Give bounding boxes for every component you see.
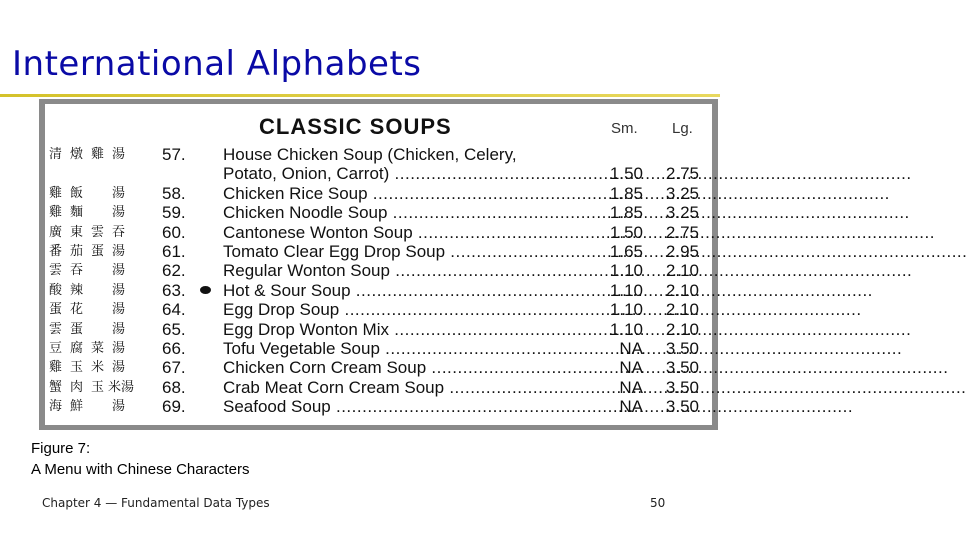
chinese-character: 吞	[69, 263, 83, 279]
item-number: 57.	[162, 145, 186, 164]
menu-item-row	[45, 378, 712, 397]
small-price: 1.85	[609, 183, 643, 203]
chinese-characters	[45, 300, 131, 319]
chinese-characters	[45, 223, 131, 242]
large-price: 3.25	[665, 203, 699, 223]
spicy-pepper-icon	[200, 286, 211, 294]
chinese-character: 麵	[69, 205, 83, 221]
large-price: 3.50	[665, 377, 699, 397]
menu-item-row	[45, 203, 712, 222]
figure-caption	[31, 438, 249, 480]
large-price: 2.10	[665, 280, 699, 300]
chinese-character: 雞	[48, 360, 62, 376]
chinese-character: 湯	[111, 360, 125, 376]
chinese-character: 雲	[48, 321, 62, 337]
slide-title: International Alphabets	[12, 44, 422, 84]
menu-item-row	[45, 358, 712, 377]
menu-item-row	[45, 281, 712, 300]
menu-item-row	[45, 145, 712, 164]
item-name: Seafood Soup .....	[223, 397, 623, 416]
chinese-character: 番	[48, 244, 62, 259]
item-number: 63.	[162, 280, 186, 300]
menu-image	[45, 104, 712, 425]
chinese-character: 辣	[69, 282, 83, 298]
chinese-character: 雞	[90, 147, 104, 162]
chinese-character: 湯	[111, 341, 125, 356]
item-number: 67.	[162, 358, 186, 378]
chinese-character: 鮮	[69, 399, 83, 415]
item-name: Regular Wonton Soup .....	[223, 261, 623, 280]
item-number: 58.	[162, 183, 186, 203]
small-price: NA	[619, 397, 643, 417]
menu-item-row	[45, 397, 712, 416]
large-price: 3.50	[665, 339, 699, 358]
menu-item-row	[45, 261, 712, 280]
large-price: 2.10	[665, 261, 699, 281]
chinese-character: 湯	[111, 205, 125, 221]
large-size-header: Lg.	[672, 120, 693, 137]
small-size-header: Sm.	[611, 120, 638, 137]
large-price: 3.25	[665, 183, 699, 203]
chinese-characters	[45, 261, 131, 280]
item-name: Chicken Rice Soup .....	[223, 184, 623, 203]
item-name: Crab Meat Corn Cream Soup .....	[223, 378, 623, 397]
item-number: 66.	[162, 339, 186, 358]
menu-item-row	[45, 223, 712, 242]
large-price: 2.75	[665, 164, 699, 184]
chinese-character: 湯	[111, 147, 125, 162]
menu-title: CLASSIC SOUPS	[259, 114, 452, 139]
chinese-character: 酸	[48, 282, 62, 298]
chinese-character: 蛋	[69, 321, 83, 337]
chinese-character: 雞	[48, 185, 62, 201]
item-name: Egg Drop Soup .....	[223, 300, 623, 319]
menu-item-row	[45, 242, 712, 261]
item-name: Cantonese Wonton Soup .....	[223, 223, 623, 242]
small-price: 1.85	[609, 203, 643, 223]
chinese-characters	[45, 281, 131, 300]
small-price: NA	[619, 358, 643, 378]
small-price: NA	[619, 377, 643, 397]
caption-description: A Menu with Chinese Characters	[31, 461, 250, 478]
chinese-characters	[45, 320, 131, 339]
chinese-character: 雲	[90, 224, 104, 240]
small-price: 1.10	[609, 280, 643, 300]
item-number: 59.	[162, 203, 186, 223]
chinese-characters	[45, 203, 131, 222]
page-number: 50	[650, 496, 666, 510]
chinese-character: 蟹	[48, 379, 62, 395]
small-price: 1.50	[609, 222, 643, 242]
chinese-character: 玉	[90, 379, 104, 395]
chinese-character: 湯	[111, 263, 125, 279]
small-price: 1.10	[609, 261, 643, 281]
item-number: 64.	[162, 300, 186, 320]
chinese-character: 湯	[111, 282, 125, 298]
item-name: House Chicken Soup (Chicken, Celery,	[223, 145, 517, 164]
menu-item-row	[45, 184, 712, 203]
menu-item-row	[45, 300, 712, 319]
item-number: 65.	[162, 319, 186, 339]
large-price: 2.10	[665, 319, 699, 339]
chinese-character: 飯	[69, 185, 83, 201]
item-name: Chicken Noodle Soup .....	[223, 203, 623, 222]
chinese-character: 茄	[69, 244, 83, 259]
chinese-character: 米湯	[108, 379, 135, 395]
chinese-character: 燉	[69, 147, 83, 162]
chinese-character: 湯	[111, 244, 125, 259]
chinese-character: 雞	[48, 205, 62, 221]
chinese-character: 湯	[111, 399, 125, 415]
item-name: Hot & Sour Soup .....	[223, 281, 623, 300]
chinese-character: 豆	[48, 341, 62, 356]
menu-item-row	[45, 320, 712, 339]
large-price: 2.95	[665, 242, 699, 261]
chinese-character: 雲	[48, 263, 62, 279]
chinese-characters	[45, 358, 131, 377]
chinese-characters	[45, 378, 135, 397]
chinese-characters	[45, 397, 131, 416]
chinese-character: 湯	[111, 302, 125, 318]
item-name: Potato, Onion, Carrot) .....	[223, 164, 623, 183]
item-name: Tomato Clear Egg Drop Soup .....	[223, 242, 623, 261]
item-number: 61.	[162, 242, 186, 261]
item-number: 62.	[162, 261, 186, 281]
caption-figure-number: Figure 7:	[31, 440, 91, 457]
chinese-characters	[45, 164, 131, 183]
chinese-character: 清	[48, 147, 62, 162]
chinese-character: 肉	[69, 379, 83, 395]
chapter-footer: Chapter 4 — Fundamental Data Types	[42, 496, 270, 510]
large-price: 2.10	[665, 300, 699, 320]
chinese-characters	[45, 184, 131, 203]
chinese-character: 海	[48, 399, 62, 415]
chinese-characters	[45, 339, 131, 358]
chinese-characters	[45, 145, 131, 164]
item-name: Chicken Corn Cream Soup .....	[223, 358, 623, 377]
chinese-character: 玉	[69, 360, 83, 376]
title-divider	[0, 94, 720, 97]
item-number: 60.	[162, 222, 186, 242]
large-price: 3.50	[665, 358, 699, 378]
chinese-characters	[45, 242, 131, 261]
chinese-character: 吞	[111, 224, 125, 240]
chinese-character: 蛋	[90, 244, 104, 259]
chinese-character: 米	[90, 360, 104, 376]
item-number: 68.	[162, 377, 186, 397]
item-number: 69.	[162, 397, 186, 417]
large-price: 2.75	[665, 222, 699, 242]
chinese-character: 湯	[111, 185, 125, 201]
chinese-character: 東	[69, 224, 83, 240]
chinese-character: 廣	[48, 224, 62, 240]
small-price: 1.10	[609, 300, 643, 320]
large-price: 3.50	[665, 397, 699, 417]
chinese-character: 菜	[90, 341, 104, 356]
small-price: 1.50	[609, 164, 643, 184]
small-price: 1.10	[609, 319, 643, 339]
chinese-character: 湯	[111, 321, 125, 337]
menu-item-row	[45, 339, 712, 358]
chinese-character: 蛋	[48, 302, 62, 318]
chinese-character: 花	[69, 302, 83, 318]
item-name: Tofu Vegetable Soup .....	[223, 339, 623, 358]
menu-item-row	[45, 164, 712, 183]
small-price: 1.65	[609, 242, 643, 261]
item-name: Egg Drop Wonton Mix .....	[223, 320, 623, 339]
small-price: NA	[619, 339, 643, 358]
chinese-character: 腐	[69, 341, 83, 356]
